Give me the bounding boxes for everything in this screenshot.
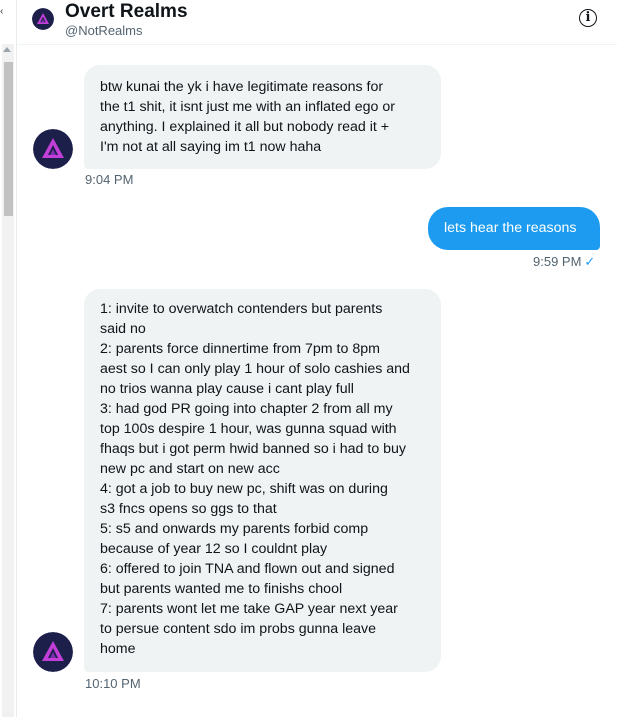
message-text-line: fhaqs but i got perm hwid banned so i had to buy: [100, 441, 407, 457]
message-text-line: 3: had god PR going into chapter 2 from all my: [100, 401, 393, 417]
message-text-line: but parents wanted me to finishs chool: [100, 581, 343, 597]
avatar[interactable]: [32, 8, 54, 30]
conversation-handle: @NotRealms: [65, 23, 143, 38]
message-text-line: top 100s despire 1 hour, was gunna squad with: [100, 421, 397, 437]
message-text-line: anything. I explained it all but nobody read it +: [100, 119, 390, 135]
message-bubble-incoming[interactable]: [84, 289, 441, 672]
message-text-line: no trios wanna play cause i cant play full: [100, 381, 354, 397]
scrollbar-thumb[interactable]: [4, 62, 13, 216]
message-text-line: 5: s5 and onwards my parents forbid comp: [100, 521, 369, 537]
message-text-line: home: [100, 641, 136, 657]
message-bubble-incoming[interactable]: [84, 65, 441, 169]
message-text-line: 4: got a job to buy new pc, shift was on during: [100, 481, 388, 497]
avatar[interactable]: [33, 632, 73, 672]
message-text-line: the t1 shit, it isnt just me with an inflated ego or: [100, 99, 395, 115]
message-text-line: s3 fncs opens so ggs to that: [100, 501, 277, 517]
divider: [16, 0, 17, 717]
message-timestamp: 9:59 PM: [533, 254, 582, 269]
message-timestamp: 9:04 PM: [85, 172, 134, 187]
scroll-up-arrow-icon[interactable]: [3, 47, 11, 52]
message-text-line: I'm not at all saying im t1 now haha: [100, 139, 322, 155]
avatar[interactable]: [33, 129, 73, 169]
message-timestamp-row: [533, 254, 595, 270]
seen-check-icon: ✓: [584, 254, 596, 269]
message-text-line: 6: offered to join TNA and flown out and signed: [100, 561, 395, 577]
conversation-name[interactable]: Overt Realms: [65, 1, 188, 22]
message-text-line: new pc and start on new acc: [100, 461, 280, 477]
conversation-header: [17, 0, 617, 45]
overt-realms-logo-icon: [33, 129, 73, 169]
message-text-line: said no: [100, 321, 146, 337]
message-text-line: aest so I can only play 1 hour of solo cashies and: [100, 361, 410, 377]
message-text-line: lets hear the reasons: [444, 220, 577, 236]
info-icon[interactable]: i: [579, 9, 597, 27]
message-text-line: 2: parents force dinnertime from 7pm to 8pm: [100, 341, 380, 357]
message-text-line: btw kunai the yk i have legitimate reasons for: [100, 79, 384, 95]
chevron-left-icon[interactable]: ‹: [0, 6, 4, 17]
overt-realms-logo-icon: [33, 632, 73, 672]
overt-realms-logo-icon: [32, 8, 54, 30]
message-text-line: because of year 12 so I couldnt play: [100, 541, 328, 557]
message-text-line: 7: parents wont let me take GAP year next year: [100, 601, 398, 617]
message-timestamp: 10:10 PM: [85, 676, 141, 691]
message-text-line: 1: invite to overwatch contenders but parents: [100, 301, 383, 317]
message-text-line: to persue content sdo im probs gunna leave: [100, 621, 377, 637]
message-bubble-outgoing[interactable]: [428, 207, 600, 250]
